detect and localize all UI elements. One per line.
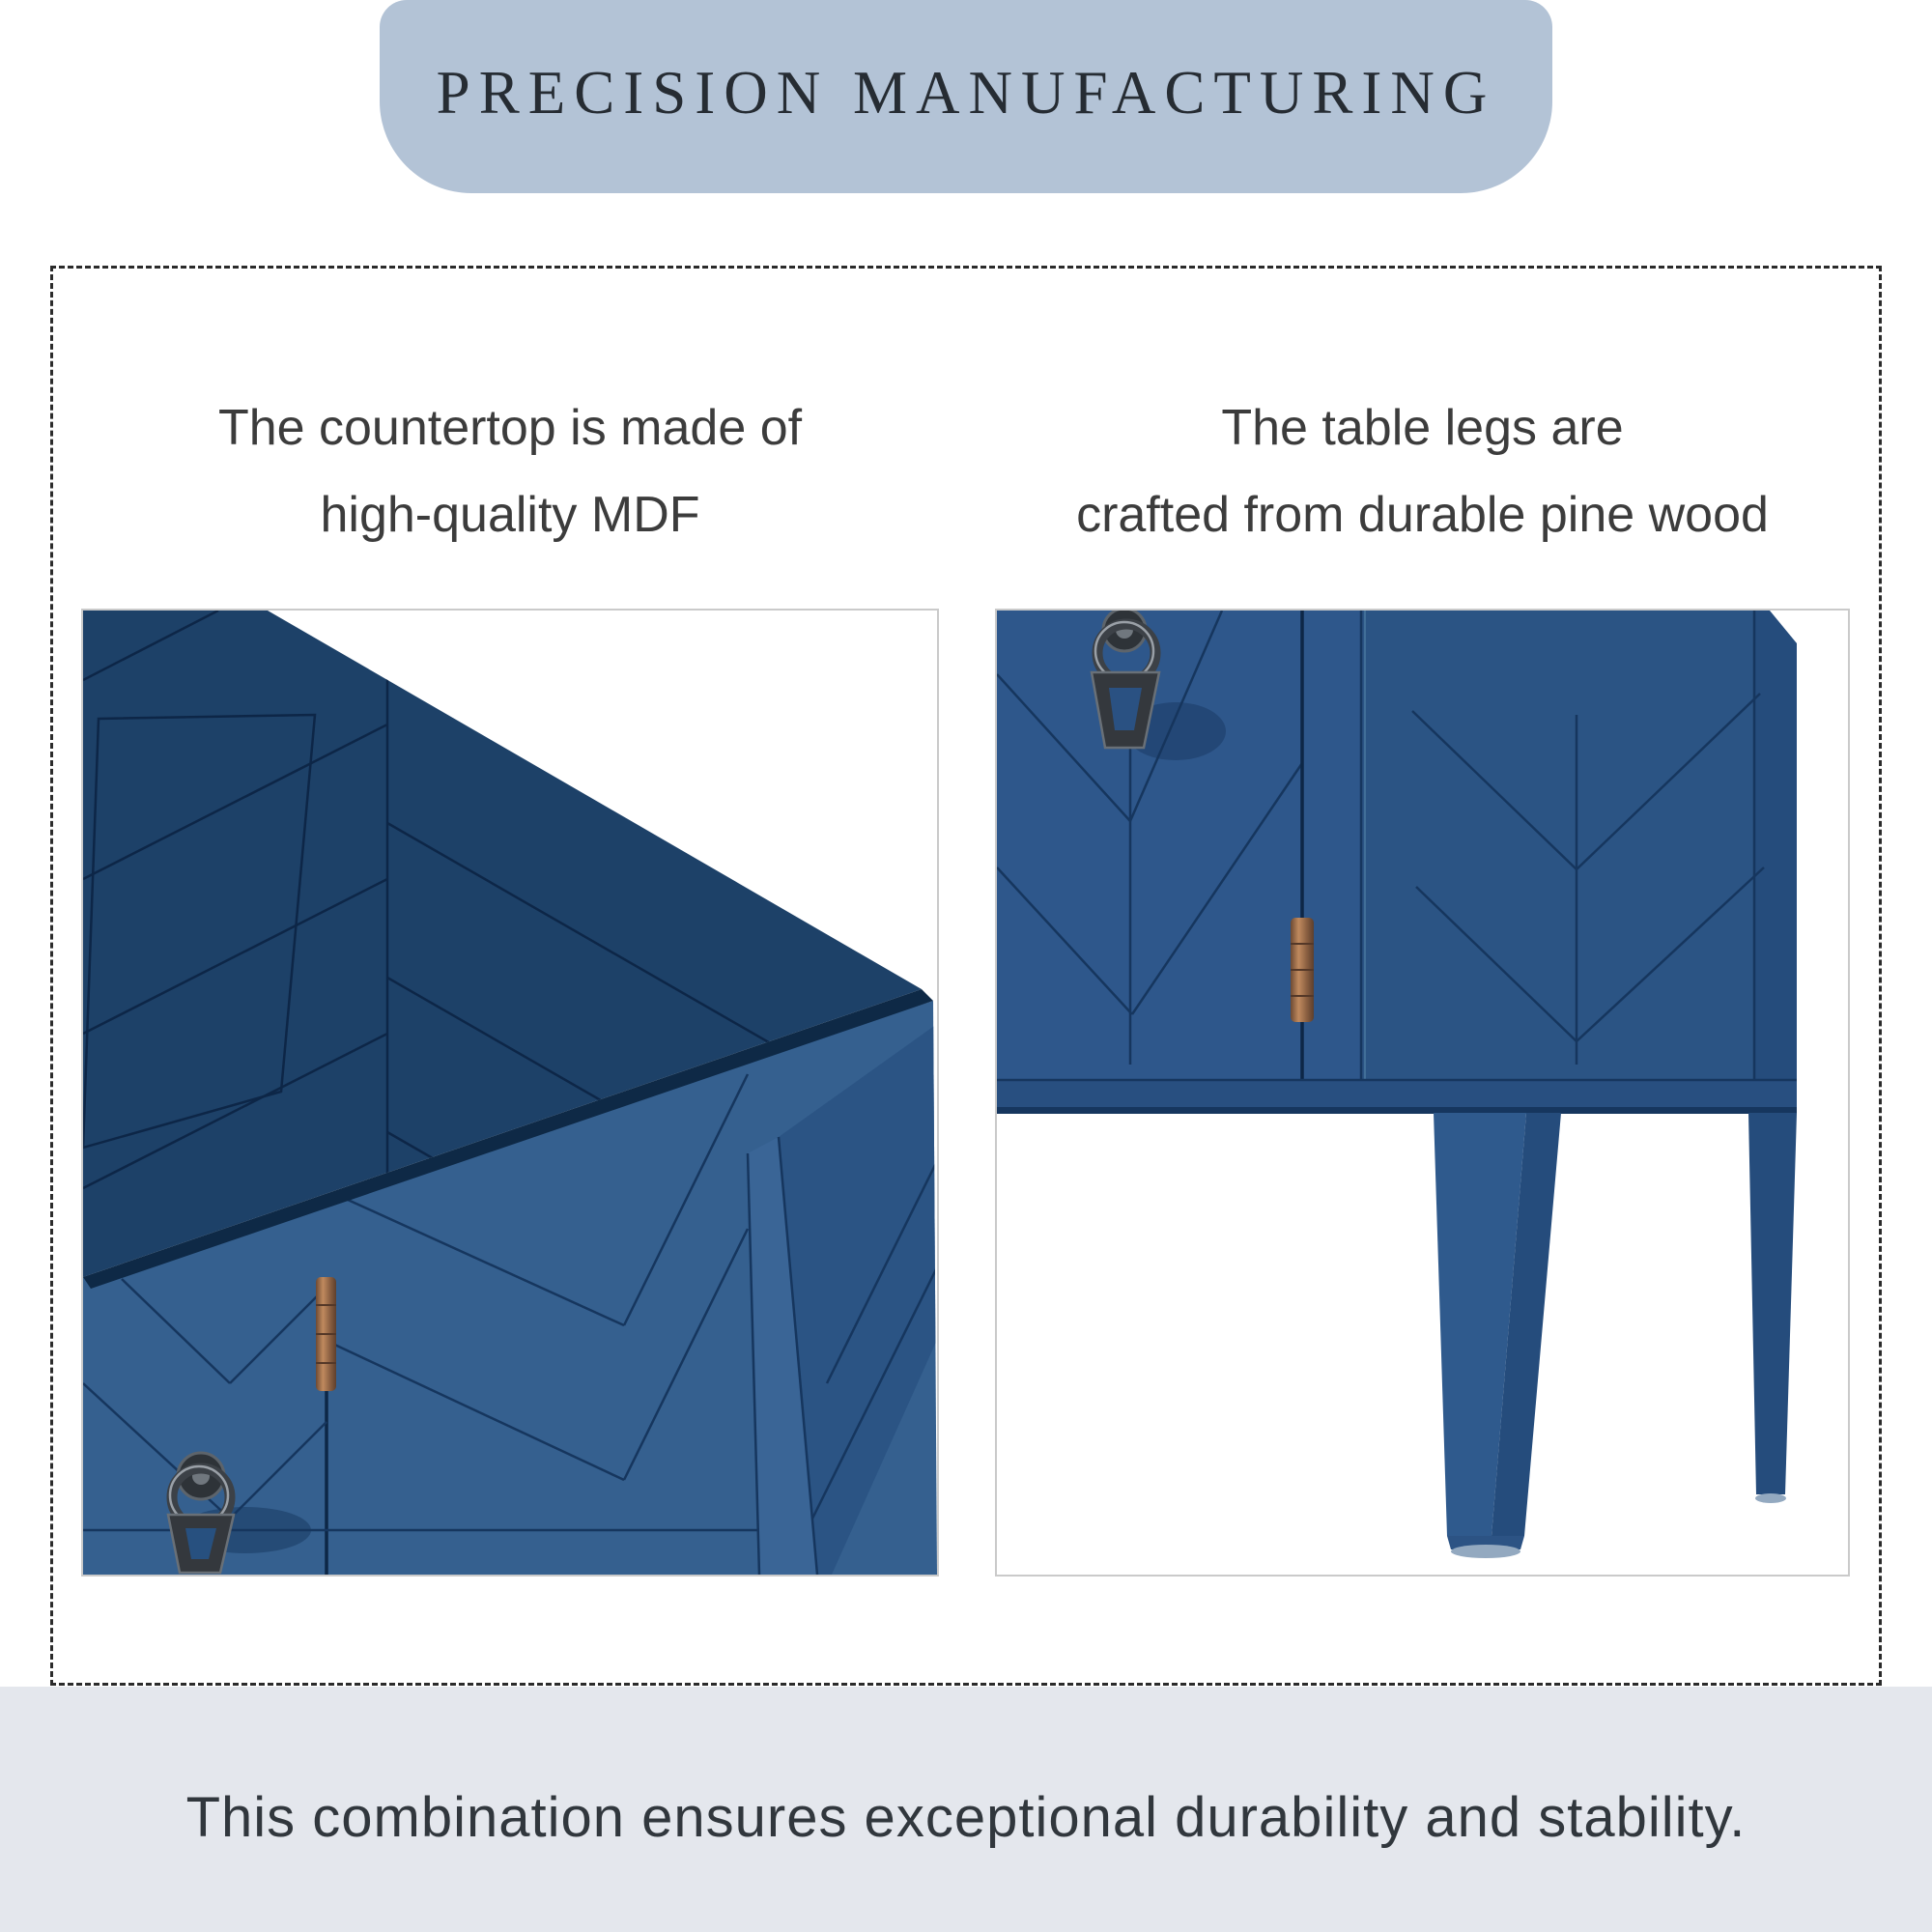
front-foot-pad [1451,1545,1520,1558]
caption-left [83,384,937,558]
cabinet-body [997,611,1797,1114]
photo-countertop-detail [81,609,939,1577]
door-hinge [1291,918,1314,1022]
caption-right-line2: crafted from durable pine wood [1076,487,1769,543]
rear-stile [1754,611,1797,1113]
countertop-photo-svg [83,611,937,1575]
footer-bar [0,1687,1932,1932]
table-legs [1434,1113,1797,1558]
rear-leg [1748,1113,1797,1494]
door-hinge [316,1277,336,1391]
caption-right-line1: The table legs are [1221,400,1624,456]
header-badge [380,0,1552,193]
footer-text: This combination ensures exceptional durability and stability. [185,1786,1747,1849]
caption-right [997,384,1848,558]
side-panel [1361,611,1797,1082]
table-legs-photo-svg [997,611,1848,1575]
badge-title: PRECISION MANUFACTURING [436,58,1496,127]
caption-left-line1: The countertop is made of [217,400,803,456]
caption-left-line2: high-quality MDF [320,487,700,543]
photo-table-legs-detail [995,609,1850,1577]
rear-foot-pad [1755,1493,1786,1503]
